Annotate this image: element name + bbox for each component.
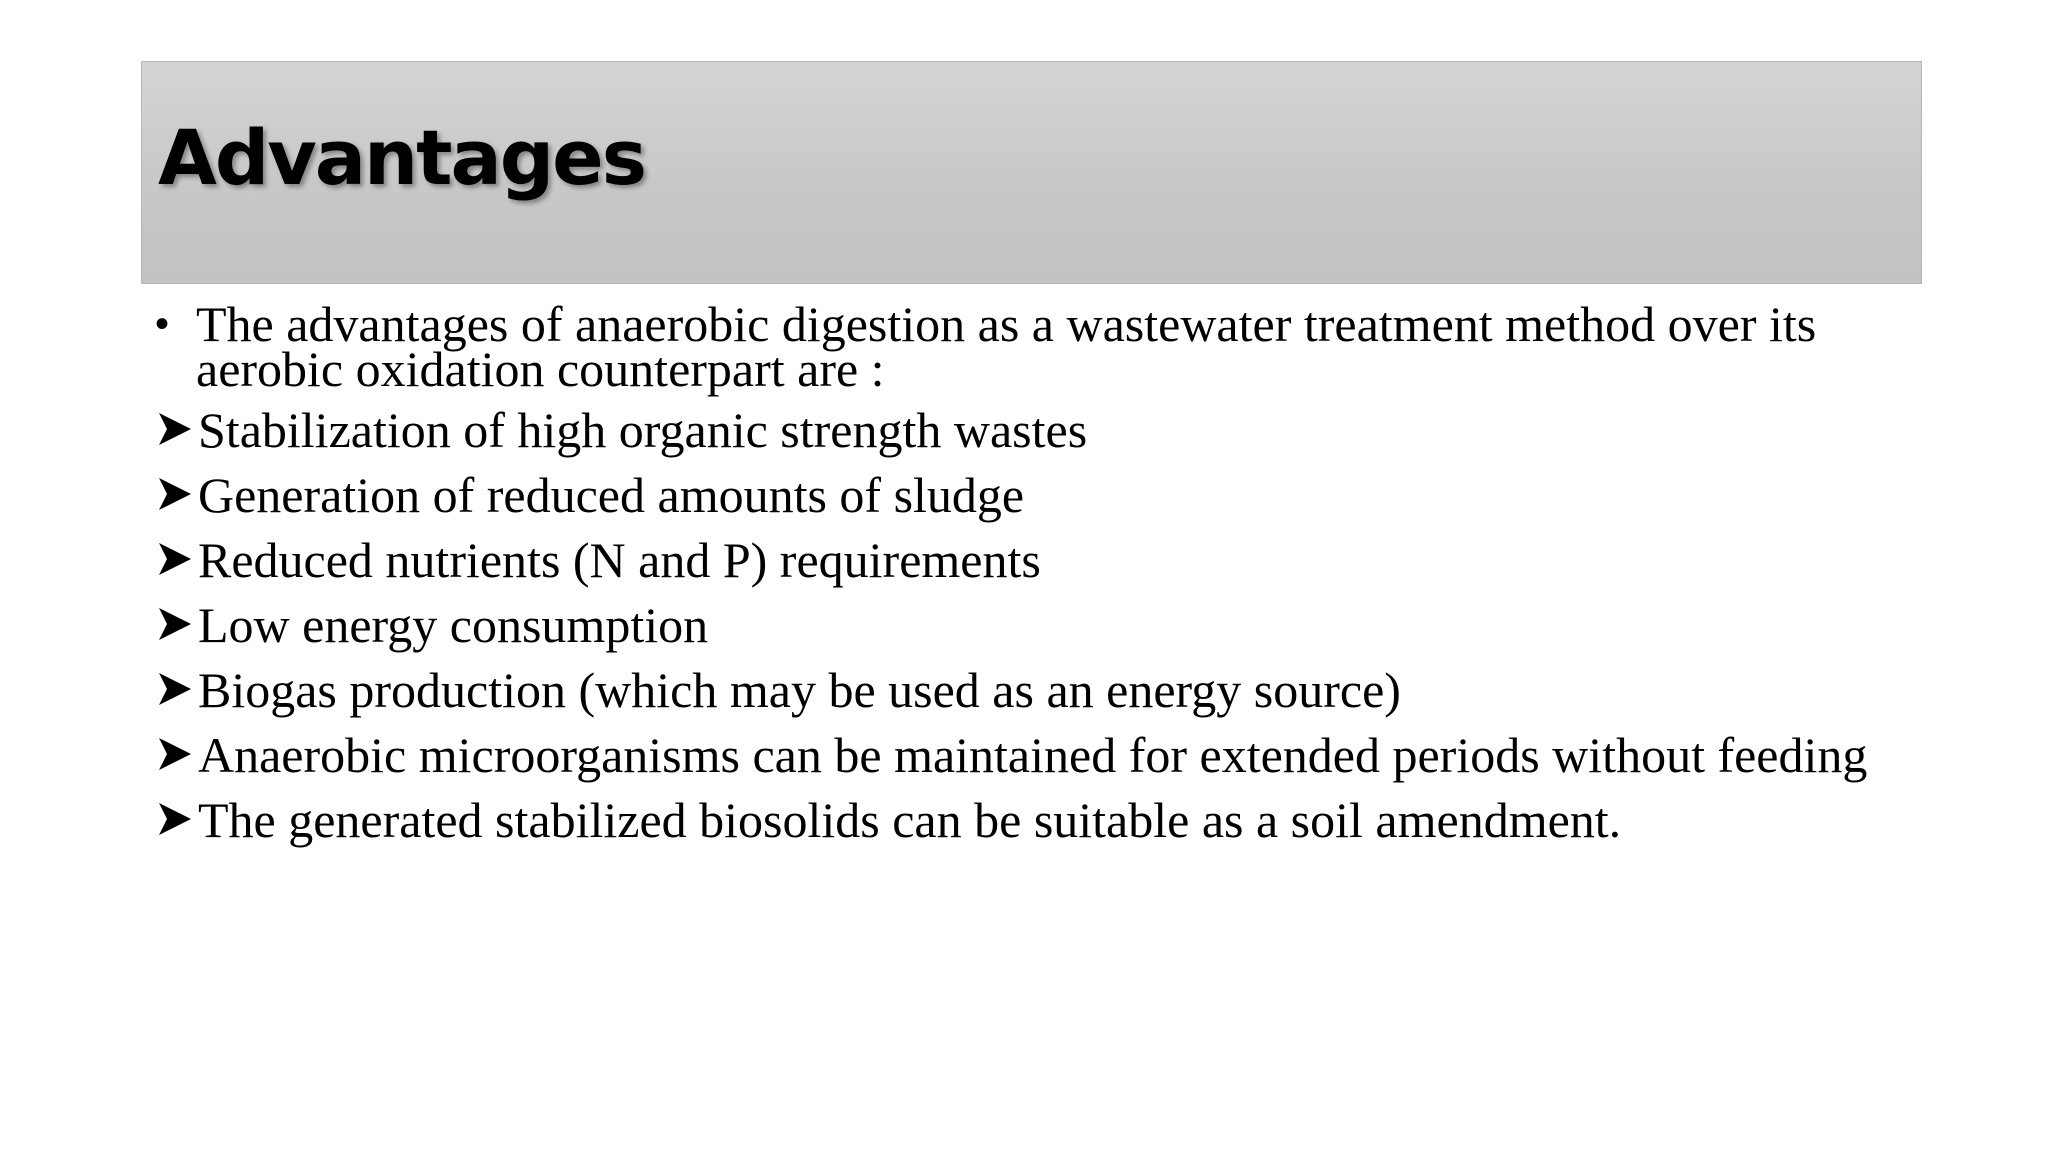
arrow-bullet-icon <box>157 476 193 512</box>
list-item <box>155 532 1915 588</box>
arrow-bullet-icon <box>157 411 193 447</box>
slide-body <box>155 296 1915 863</box>
list-item-text: Stabilization of high organic strength wastes <box>198 402 1088 458</box>
list-item <box>155 792 1915 848</box>
list-item-text: Reduced nutrients (N and P) requirements <box>198 532 1041 588</box>
list-item-text: Generation of reduced amounts of sludge <box>198 467 1025 523</box>
list-item <box>155 662 1915 718</box>
slide-title: Advantages <box>158 113 645 202</box>
list-item-text: Biogas production (which may be used as an energy source) <box>198 662 1401 718</box>
bullet-dot-icon: • <box>155 302 170 346</box>
arrow-bullet-icon <box>157 736 193 772</box>
list-item-text: Anaerobic microorganisms can be maintained for extended periods without feeding <box>198 727 1868 783</box>
arrow-bullet-icon <box>157 606 193 642</box>
intro-paragraph <box>155 296 1915 397</box>
advantages-list <box>155 402 1915 848</box>
list-item-text: Low energy consumption <box>198 597 709 653</box>
arrow-bullet-icon <box>157 671 193 707</box>
list-item-text: The generated stabilized biosolids can be suitable as a soil amendment. <box>198 792 1622 848</box>
arrow-bullet-icon <box>157 541 193 577</box>
list-item <box>155 402 1915 458</box>
list-item <box>155 727 1915 783</box>
arrow-bullet-icon <box>157 801 193 837</box>
list-item <box>155 597 1915 653</box>
title-bar <box>141 61 1922 284</box>
intro-text: The advantages of anaerobic digestion as a wastewater treatment method over its aerobic oxidation counterpart are : <box>196 296 1817 397</box>
list-item <box>155 467 1915 523</box>
